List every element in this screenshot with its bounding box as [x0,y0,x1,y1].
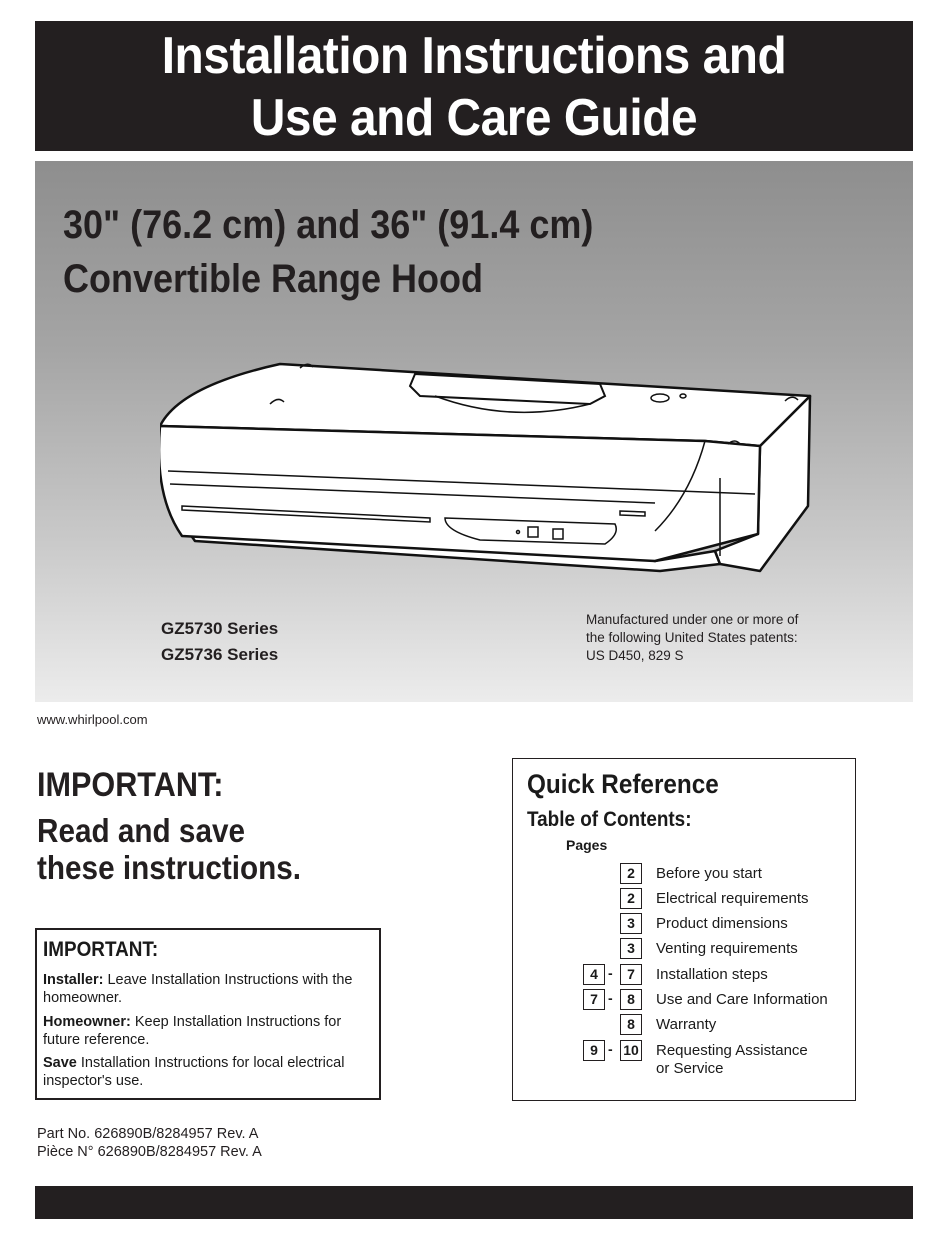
website-link[interactable]: www.whirlpool.com [37,712,148,727]
page-to: 10 [620,1040,642,1061]
quick-reference-box [512,758,856,1101]
homeowner-note [43,1013,375,1049]
quick-reference-title: Quick Reference [527,769,719,799]
important-heading: IMPORTANT: [37,766,224,804]
pages-label: Pages [566,837,608,853]
part-number [37,1125,262,1161]
page-to: 7 [620,964,642,985]
installer-text: Leave Installation Instructions with the homeowner. [43,972,353,1006]
save-text: Installation Instructions for local electrical inspector's use. [43,1055,345,1089]
installer-note [43,971,375,1007]
page-to: 3 [620,913,642,934]
patent-notice [586,611,798,665]
patent-line: the following United States patents: [586,630,798,645]
page-range-dash: - [608,1041,613,1057]
series-gz5736: GZ5736 Series [161,645,279,664]
footer-bar [35,1186,913,1219]
title-line-2: Use and Care Guide [250,89,698,147]
toc-entry-label: Warranty [656,1016,717,1033]
patent-line: US D450, 829 S [586,648,684,663]
installer-label: Installer: [43,972,104,988]
range-hood-illustration [160,356,820,616]
title-bar [35,21,913,151]
toc-row[interactable] [513,938,855,960]
read-save-line-2: these instructions. [37,849,302,886]
page-to: 2 [620,888,642,909]
part-number-fr: Pièce N° 626890B/8284957 Rev. A [37,1144,262,1160]
page-to: 2 [620,863,642,884]
page-range-dash: - [608,990,613,1006]
page-to: 8 [620,989,642,1010]
toc-row[interactable] [513,913,855,935]
product-size-title: 30" (76.2 cm) and 36" (91.4 cm) [63,203,594,247]
toc-row[interactable] [513,989,855,1011]
page-range-dash: - [608,965,613,981]
toc-row[interactable] [513,964,855,986]
title-line-1: Installation Instructions and [161,27,787,85]
page-from: 4 [583,964,605,985]
toc-row[interactable] [513,1040,855,1077]
save-label: Save [43,1055,77,1071]
important-notice-box [35,928,381,1100]
read-save-instructions [37,812,301,886]
toc-row[interactable] [513,888,855,910]
toc-entry-label: Product dimensions [656,915,788,932]
page-from: 9 [583,1040,605,1061]
homeowner-text: Keep Installation Instructions for future reference. [43,1014,342,1048]
hero-panel [35,161,913,702]
homeowner-label: Homeowner: [43,1014,131,1030]
toc-entry-label: Requesting Assistance or Service [656,1042,808,1077]
toc-row[interactable] [513,1014,855,1036]
important-box-heading: IMPORTANT: [43,938,159,961]
toc-entry-label: Venting requirements [656,940,798,957]
toc-entry-label: Before you start [656,865,762,882]
series-gz5730: GZ5730 Series [161,619,279,638]
patent-line: Manufactured under one or more of [586,612,799,627]
product-name-title: Convertible Range Hood [63,257,484,301]
page-from: 7 [583,989,605,1010]
toc-entry-label: Electrical requirements [656,890,809,907]
save-note [43,1054,375,1090]
toc-row[interactable] [513,863,855,885]
page-to: 3 [620,938,642,959]
toc-title: Table of Contents: [527,808,692,831]
part-number-en: Part No. 626890B/8284957 Rev. A [37,1126,259,1142]
toc-entry-label: Installation steps [656,966,768,983]
toc-entry-label: Use and Care Information [656,991,828,1008]
read-save-line-1: Read and save [37,812,246,849]
page-to: 8 [620,1014,642,1035]
